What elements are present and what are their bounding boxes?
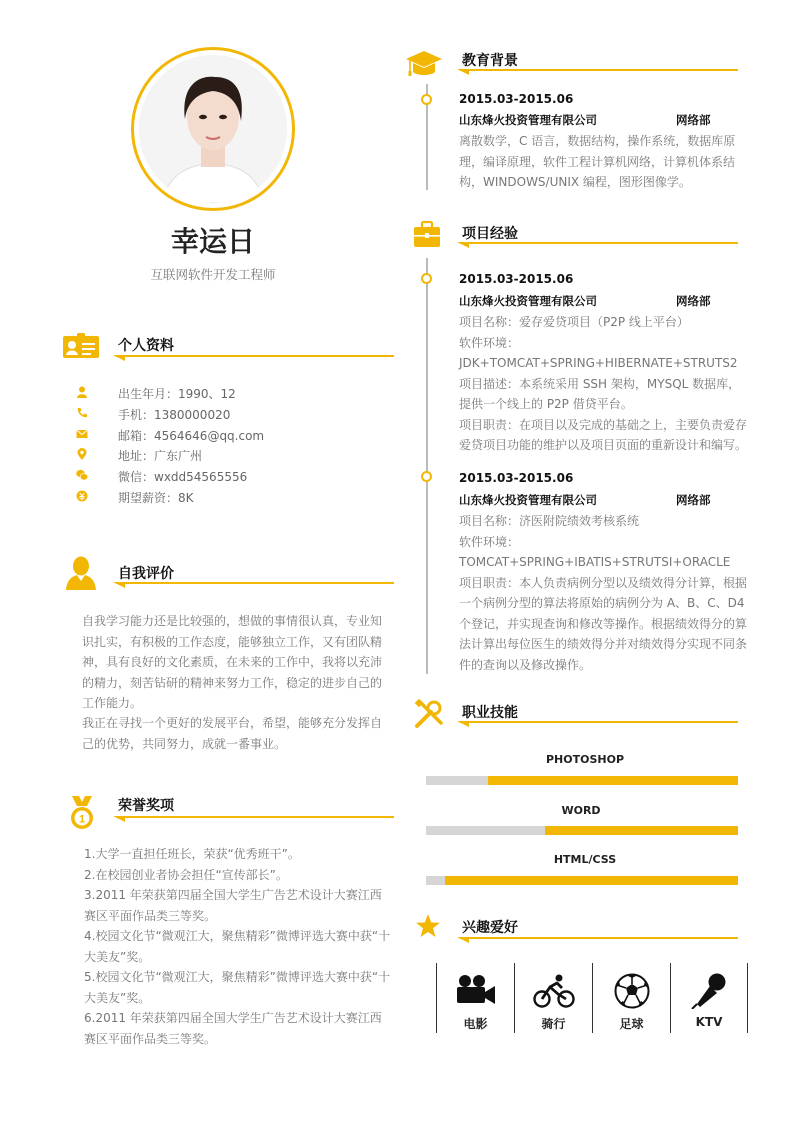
skill-label-word: WORD: [561, 804, 601, 817]
project-2-date: 2015.03-2015.06: [459, 471, 574, 485]
avatar: [139, 55, 287, 203]
section-title-awards: 荣誉奖项: [118, 798, 174, 814]
project-1-dept: 网络部: [676, 294, 711, 308]
section-divider: [116, 816, 394, 818]
list-item: 1.大学一直担任班长，荣获“优秀班干”。: [84, 847, 300, 861]
section-divider-tip: [457, 242, 469, 248]
education-date: 2015.03-2015.06: [459, 92, 574, 106]
awards-list: [84, 844, 392, 1049]
section-title-self-eval: 自我评价: [118, 566, 174, 582]
project-1-date: 2015.03-2015.06: [459, 272, 574, 286]
microphone-icon: [688, 973, 730, 1009]
project-2-company: 山东烽火投资管理有限公司: [459, 493, 597, 507]
money-icon: [76, 490, 88, 502]
cycling-icon: [533, 973, 575, 1009]
section-title-skills: 职业技能: [462, 705, 518, 721]
section-divider-tip: [457, 937, 469, 943]
section-title-projects: 项目经验: [462, 226, 518, 242]
location-icon: [76, 448, 88, 460]
list-item: JDK+TOMCAT+SPRING+HIBERNATE+STRUTS2: [459, 356, 738, 370]
education-dept: 网络部: [676, 113, 711, 127]
football-icon: [611, 973, 653, 1009]
section-divider: [460, 721, 738, 723]
skill-fill: [488, 776, 738, 785]
skill-bar-photoshop: [426, 776, 738, 785]
skill-label-html-css: HTML/CSS: [553, 853, 617, 866]
section-title-personal: 个人资料: [118, 338, 174, 354]
list-item: 5.校园文化节“微观江大，聚焦精彩”微博评选大赛中获“十大美友”奖。: [84, 970, 391, 1005]
skill-fill: [545, 826, 738, 835]
person-silhouette-icon: [66, 556, 96, 590]
medal-icon: [68, 796, 96, 830]
hobby-item-cycling: 骑行: [514, 963, 592, 1033]
section-divider-tip: [113, 582, 125, 588]
name-heading: 幸运日: [170, 225, 255, 258]
list-item: 3.2011 年荣获第四届全国大学生广告艺术设计大赛江西赛区平面作品类三等奖。: [84, 888, 382, 923]
skill-bar-html-css: [426, 876, 738, 885]
star-icon: [415, 913, 441, 939]
skill-fill: [445, 876, 738, 885]
wechat-icon: [76, 469, 88, 481]
list-item: 2.在校园创业者协会担任“宣传部长”。: [84, 867, 288, 882]
education-company: 山东烽火投资管理有限公司: [459, 113, 597, 127]
briefcase-icon: [413, 220, 441, 248]
list-item: 项目职责：在项目以及完成的基础之上，主要负责爱存爱贷项目功能的维护以及项目页面的重新设计和编写。: [459, 417, 748, 452]
list-item: 6.2011 年荣获第四届全国大学生广告艺术设计大赛江西赛区平面作品类三等奖。: [84, 1011, 382, 1046]
svg-text:1: 1: [78, 813, 86, 826]
section-divider: [460, 937, 738, 939]
hobby-item-ktv: KTV: [670, 963, 748, 1033]
list-item: 项目职责：本人负责病例分型以及绩效得分计算，根据一个病例分型的算法将原始的病例分为 A、B、C、D4 个登记，并实现查询和修改等操作。根据绩效得分的算法计算出每位医生的绩效得分并对绩效得分实现不同条件的查询以及修改操作。: [459, 575, 748, 672]
project-1-company: 山东烽火投资管理有限公司: [459, 294, 597, 308]
mail-icon: [76, 428, 88, 440]
education-description: 离散数学，C 语言，数据结构，操作系统，数据库原理，编译原理，软件工程计算机网络，计算机体系结构，WINDOWS/UNIX 编程，图形图像学。: [459, 134, 736, 189]
section-divider-tip: [113, 355, 125, 361]
tools-icon: [414, 699, 444, 729]
graduation-cap-icon: [405, 50, 443, 80]
project-2-dept: 网络部: [676, 493, 711, 507]
hobby-item-movie: 电影: [436, 963, 514, 1033]
skill-label-photoshop: PHOTOSHOP: [545, 753, 624, 766]
list-item: 软件环境：: [459, 534, 520, 549]
list-item: 4.校园文化节“微观江大，聚焦精彩”微博评选大赛中获“十大美友”奖。: [84, 929, 391, 964]
timeline-dot: [421, 273, 432, 284]
hobby-item-football: 足球: [592, 963, 670, 1033]
list-item: 软件环境：: [459, 335, 520, 350]
list-item: 项目名称：爱存爱贷项目（P2P 线上平台）: [459, 315, 689, 329]
self-eval-paragraph-1: 自我学习能力还是比较强的，想做的事情很认真，专业知识扎实，有积极的工作态度，能够独立工作，又有团队精神，具有良好的文化素质，在未来的工作中，我将以充沛的精力，刻苦钻研的精神来努力工作，稳定的进步自己的工作能力。: [82, 614, 383, 710]
self-eval-paragraph-2: 我正在寻找一个更好的发展平台，希望，能够充分发挥自己的优势，共同努力，成就一番事业。: [82, 716, 383, 751]
section-title-hobbies: 兴趣爱好: [462, 920, 518, 936]
job-title: 互联网软件开发工程师: [150, 267, 276, 282]
project-1-details: [459, 312, 751, 456]
timeline-dot: [421, 471, 432, 482]
timeline-line: [426, 258, 428, 674]
list-item: 项目描述：本系统采用 SSH 架构，MYSQL 数据库，提供一个线上的 P2P 借贷平台。: [459, 376, 741, 411]
section-title-education: 教育背景: [462, 53, 518, 69]
section-divider: [116, 582, 394, 584]
section-divider: [460, 69, 738, 71]
movie-camera-icon: [455, 973, 497, 1009]
section-divider: [116, 355, 394, 357]
id-card-icon: [62, 333, 100, 359]
phone-icon: [76, 407, 88, 419]
skill-bar-word: [426, 826, 738, 835]
section-divider: [460, 242, 738, 244]
section-divider-tip: [113, 816, 125, 822]
timeline-dot: [421, 94, 432, 105]
list-item: 项目名称：济医附院绩效考核系统: [459, 514, 640, 528]
list-item: TOMCAT+SPRING+IBATIS+STRUTSI+ORACLE: [459, 555, 731, 569]
project-2-details: [459, 511, 751, 675]
section-divider-tip: [457, 69, 469, 75]
person-icon: [76, 386, 88, 398]
section-divider-tip: [457, 721, 469, 727]
